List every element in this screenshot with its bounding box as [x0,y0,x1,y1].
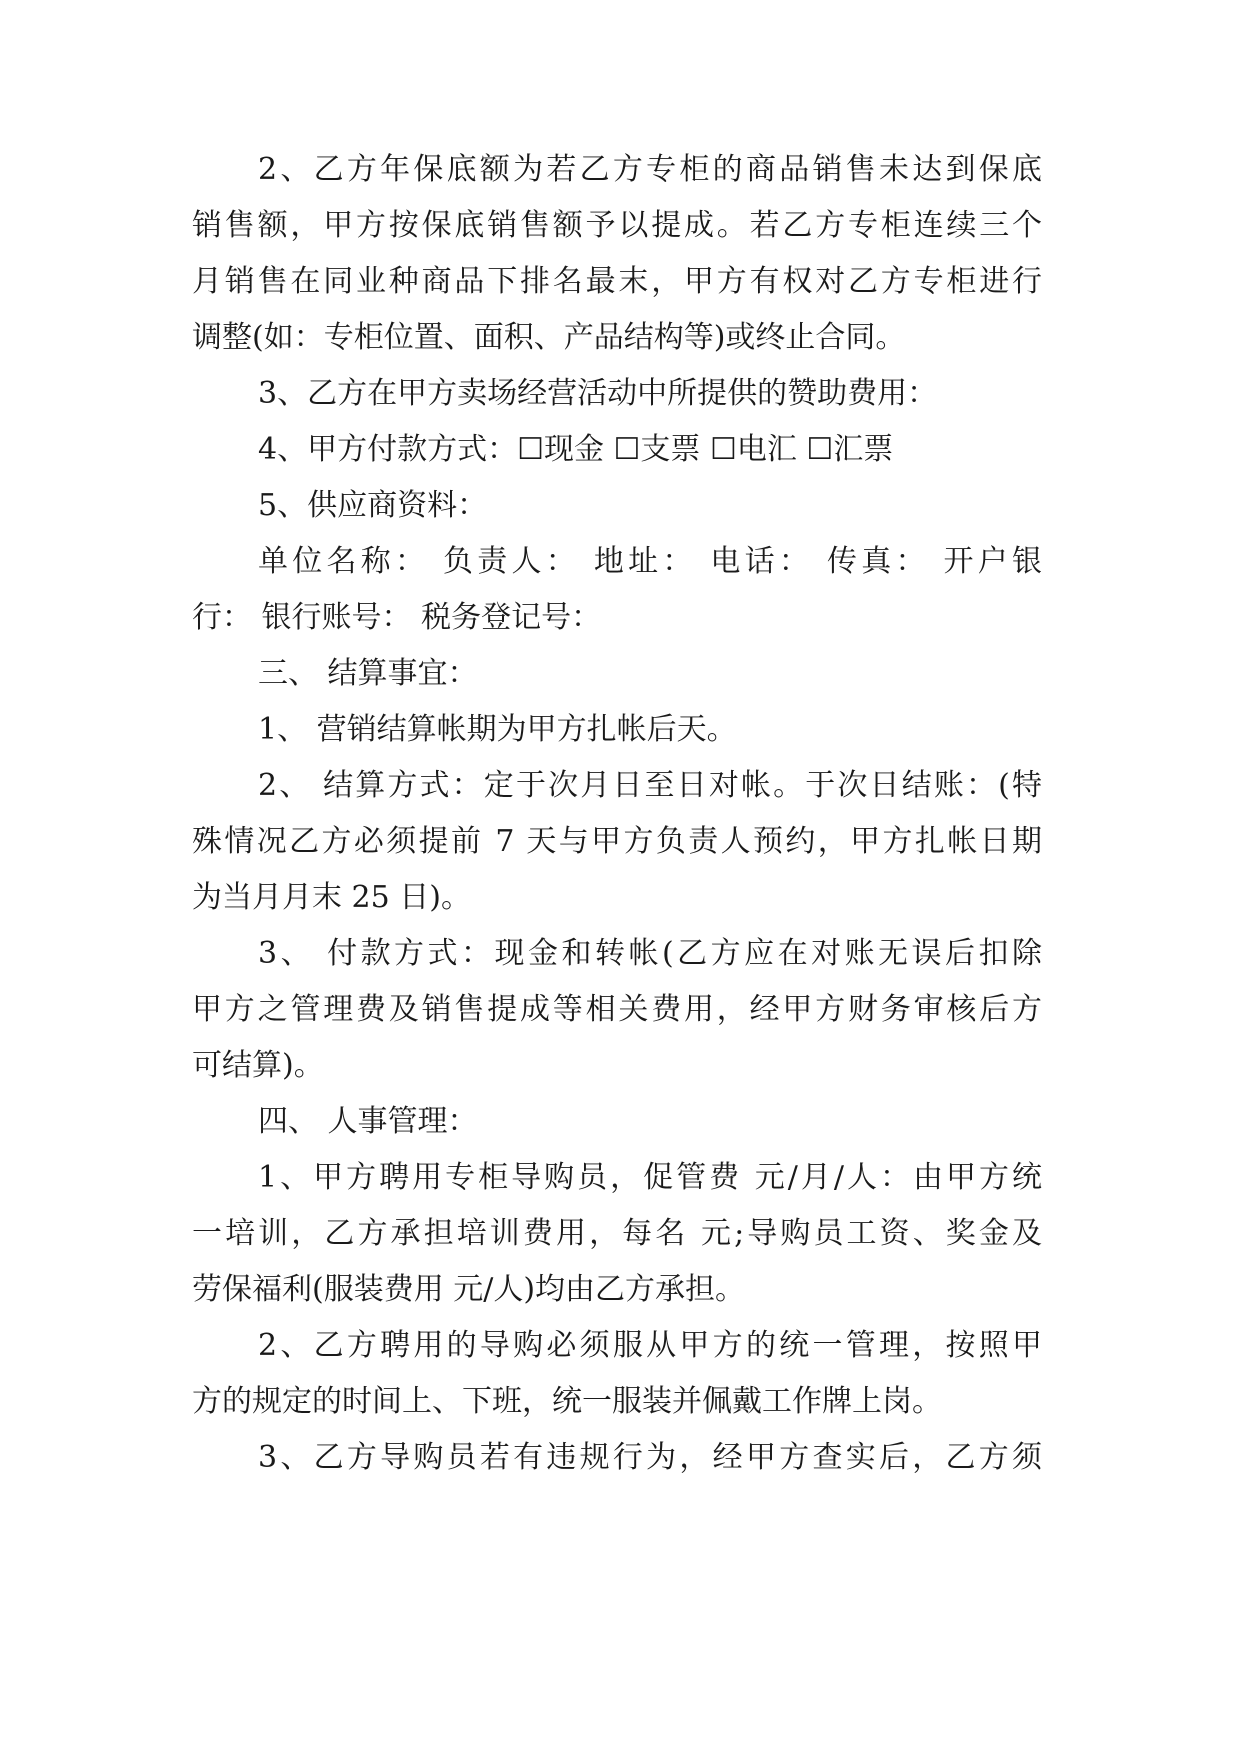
text-line: 劳保福利(服装费用 元/人)均由乙方承担。 [192,1272,746,1307]
section-heading: 四、 人事管理： [258,1104,478,1139]
text-line: 1、 营销结算帐期为甲方扎帐后天。 [258,712,737,747]
text-line: 2、 结算方式：定于次月日至日对帐。于次日结账：(特 [258,768,1042,803]
text-line: 调整(如：专柜位置、面积、产品结构等)或终止合同。 [192,320,906,355]
text-line: 2、乙方聘用的导购必须服从甲方的统一管理，按照甲 [258,1328,1042,1363]
text-line: 5、供应商资料： [258,488,488,523]
text-line: 单位名称： 负责人： 地址： 电话： 传真： 开户银 [258,544,1042,579]
text-line: 甲方之管理费及销售提成等相关费用，经甲方财务审核后方 [192,992,1042,1027]
text-line: 1、甲方聘用专柜导购员，促管费 元/月/人：由甲方统 [258,1160,1042,1195]
text-line: 可结算)。 [192,1048,324,1083]
text-line: 3、乙方导购员若有违规行为，经甲方查实后，乙方须 [258,1440,1042,1475]
text-line: 为当月月末 25 日)。 [192,880,471,915]
text-line: 2、乙方年保底额为若乙方专柜的商品销售未达到保底 [258,152,1042,187]
text-line: 月销售在同业种商品下排名最末，甲方有权对乙方专柜进行 [192,264,1042,299]
text-line: 销售额，甲方按保底销售额予以提成。若乙方专柜连续三个 [192,208,1042,243]
text-line: 行： 银行账号： 税务登记号： [192,600,602,635]
text-line: 3、乙方在甲方卖场经营活动中所提供的赞助费用： [258,376,938,411]
text-line: 方的规定的时间上、下班，统一服装并佩戴工作牌上岗。 [192,1384,942,1419]
text-line: 殊情况乙方必须提前 7 天与甲方负责人预约，甲方扎帐日期 [192,824,1042,859]
text-line: 4、甲方付款方式：☐现金 ☐支票 ☐电汇 ☐汇票 [258,432,894,467]
section-heading: 三、 结算事宜： [258,656,478,691]
text-line: 3、 付款方式：现金和转帐(乙方应在对账无误后扣除 [258,936,1042,971]
text-line: 一培训，乙方承担培训费用，每名 元;导购员工资、奖金及 [192,1216,1042,1251]
